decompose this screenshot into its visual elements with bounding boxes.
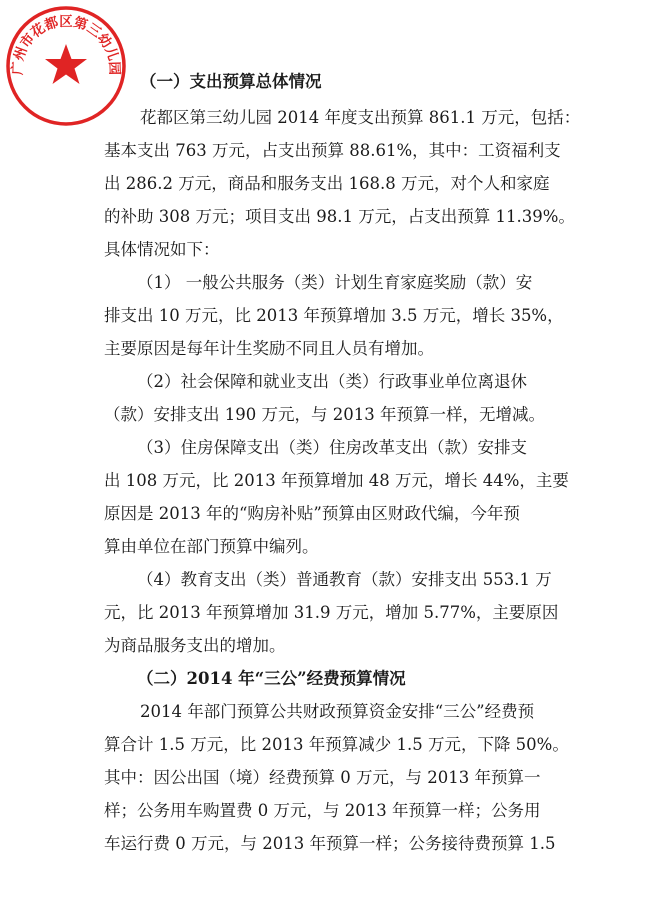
paragraph-line: 排支出 10 万元，比 2013 年预算增加 3.5 万元，增长 35%，: [104, 306, 564, 325]
paragraph-line: 原因是 2013 年的“购房补贴”预算由区财政代编，今年预: [104, 504, 520, 523]
paragraph-line: 其中：因公出国（境）经费预算 0 万元，与 2013 年预算一: [104, 768, 541, 787]
paragraph-line: 算由单位在部门预算中编列。: [104, 537, 319, 556]
paragraph-line-item-1: （1） 一般公共服务（类）计划生育家庭奖励（款）安: [137, 273, 533, 292]
paragraph-line: 的补助 308 万元；项目支出 98.1 万元，占支出预算 11.39%。: [104, 207, 575, 226]
svg-text:广州市花都区第三幼儿园: 广州市花都区第三幼儿园: [9, 13, 123, 76]
paragraph-line-item-4: （4）教育支出（类）普通教育（款）安排支出 553.1 万: [137, 570, 552, 589]
paragraph-line-item-2: （2）社会保障和就业支出（类）行政事业单位离退休: [137, 372, 527, 391]
heading-three-public-expenses: （二）2014 年“三公”经费预算情况: [137, 669, 406, 688]
paragraph-line: 出 286.2 万元，商品和服务支出 168.8 万元，对个人和家庭: [104, 174, 550, 193]
paragraph-line: 出 108 万元，比 2013 年预算增加 48 万元，增长 44%，主要: [104, 471, 569, 490]
paragraph-line: 为商品服务支出的增加。: [104, 636, 286, 655]
paragraph-line-item-3: （3）住房保障支出（类）住房改革支出（款）安排支: [137, 438, 527, 457]
seal-star-icon: [45, 44, 87, 84]
paragraph-line: （款）安排支出 190 万元，与 2013 年预算一样，无增减。: [104, 405, 545, 424]
paragraph-line: 算合计 1.5 万元，比 2013 年预算减少 1.5 万元，下降 50%。: [104, 735, 569, 754]
paragraph-line: 基本支出 763 万元，占支出预算 88.61%，其中：工资福利支: [104, 141, 561, 160]
paragraph-line: 车运行费 0 万元，与 2013 年预算一样；公务接待费预算 1.5: [104, 834, 556, 853]
official-seal-stamp: [4, 4, 128, 128]
heading-expenditure-overview: （一）支出预算总体情况: [140, 72, 322, 91]
paragraph-line: 具体情况如下：: [104, 240, 220, 259]
paragraph-line: 花都区第三幼儿园 2014 年度支出预算 861.1 万元，包括：: [140, 108, 581, 127]
paragraph-line: 元，比 2013 年预算增加 31.9 万元，增加 5.77%，主要原因: [104, 603, 559, 622]
paragraph-line: 主要原因是每年计生奖励不同且人员有增加。: [104, 339, 434, 358]
paragraph-line: 样；公务用车购置费 0 万元，与 2013 年预算一样；公务用: [104, 801, 541, 820]
paragraph-line: 2014 年部门预算公共财政预算资金安排“三公”经费预: [140, 702, 535, 721]
